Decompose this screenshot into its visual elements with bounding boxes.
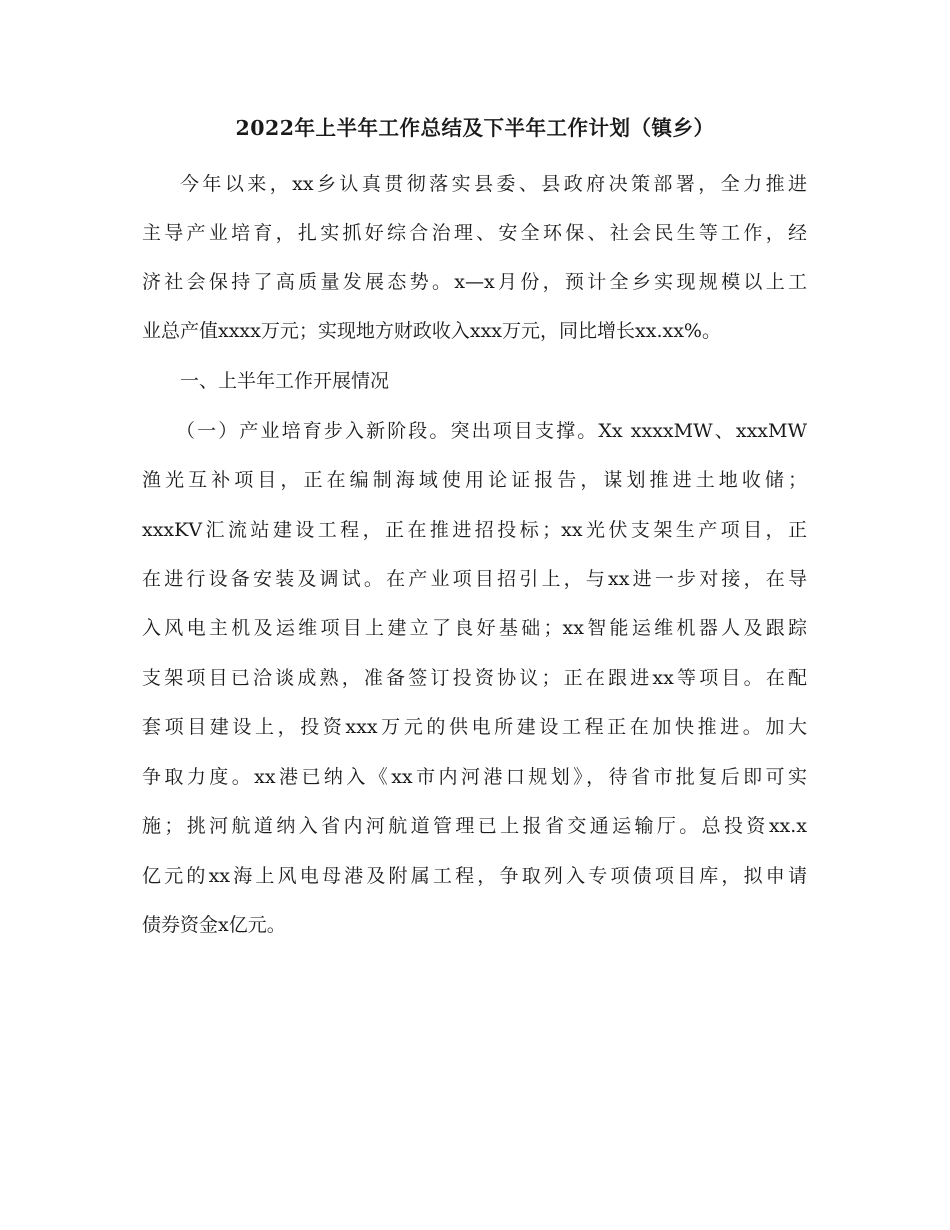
paragraph-line: 套项目建设上，投资xxx万元的供电所建设工程正在加快推进。加大	[142, 716, 807, 738]
paragraph-line: 亿元的xx海上风电母港及附属工程，争取列入专项债项目库，拟申请	[142, 865, 807, 887]
paragraph-line: 施；挑河航道纳入省内河航道管理已上报省交通运输厅。总投资xx.x	[142, 815, 807, 837]
section-heading: 一、上半年工作开展情况	[180, 370, 390, 392]
paragraph-line: 债券资金x亿元。	[142, 914, 286, 936]
paragraph-line: （一）产业培育步入新阶段。突出项目支撑。Xx xxxxMW、xxxMW	[176, 420, 807, 442]
document-title: 2022年上半年工作总结及下半年工作计划（镇乡）	[235, 116, 715, 140]
paragraph-line: 今年以来，xx乡认真贯彻落实县委、县政府决策部署，全力推进	[180, 173, 807, 195]
paragraph-line: 在进行设备安装及调试。在产业项目招引上，与xx进一步对接，在导	[142, 568, 807, 590]
paragraph-line: 支架项目已洽谈成熟，准备签订投资协议；正在跟进xx等项目。在配	[142, 667, 807, 689]
paragraph-line: 济社会保持了高质量发展态势。x—x月份，预计全乡实现规模以上工	[142, 271, 807, 293]
paragraph-line: 业总产值xxxx万元；实现地方财政收入xxx万元，同比增长xx.xx%。	[142, 320, 721, 342]
paragraph-line: 渔光互补项目，正在编制海域使用论证报告，谋划推进土地收储；	[142, 469, 807, 491]
paragraph-line: 主导产业培育，扎实抓好综合治理、安全环保、社会民生等工作，经	[142, 222, 807, 244]
paragraph-line: 争取力度。xx港已纳入《xx市内河港口规划》，待省市批复后即可实	[142, 766, 807, 788]
paragraph-line: 入风电主机及运维项目上建立了良好基础；xx智能运维机器人及跟踪	[142, 617, 807, 639]
paragraph-line: xxxKV汇流站建设工程，正在推进招投标；xx光伏支架生产项目，正	[142, 519, 807, 541]
